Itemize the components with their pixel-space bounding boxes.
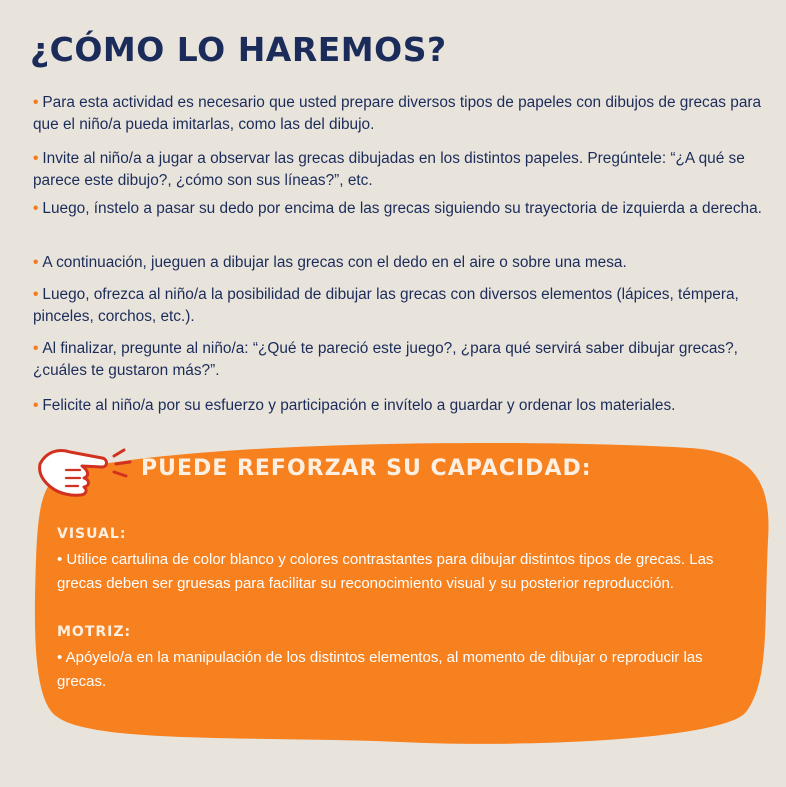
step-text: A continuación, jueguen a dibujar las grecas con el dedo en el aire o sobre una mesa.: [42, 254, 627, 271]
bullet: •: [33, 150, 39, 167]
section-text: • Apóyelo/a en la manipulación de los distintos elementos, al momento de dibujar o reproducir las grecas.: [57, 649, 703, 690]
step-text: Felicite al niño/a por su esfuerzo y participación e invítelo a guardar y ordenar los materiales.: [42, 397, 676, 414]
bullet: •: [33, 397, 39, 414]
reinforce-title: PUEDE REFORZAR SU CAPACIDAD:: [141, 456, 592, 481]
step-text: Luego, ínstelo a pasar su dedo por encima de las grecas siguiendo su trayectoria de izquierda a derecha.: [42, 200, 762, 217]
bullet: •: [33, 286, 39, 303]
step-text: Invite al niño/a a jugar a observar las grecas dibujadas en los distintos papeles. Pregúntele: “¿A qué se parece este dibujo?, ¿cómo son sus líneas?”, etc.: [33, 150, 745, 189]
section-heading: VISUAL:: [57, 526, 127, 542]
bullet: •: [33, 94, 39, 111]
pointing-hand-icon: [36, 442, 136, 502]
visual-section: [57, 526, 717, 596]
bullet: •: [33, 254, 39, 271]
page-title: ¿CÓMO LO HAREMOS?: [30, 30, 447, 69]
step-text: Para esta actividad es necesario que usted prepare diversos tipos de papeles con dibujos de grecas para que el niño/a pueda imitarlas, como las del dibujo.: [33, 94, 762, 133]
bullet: •: [33, 200, 39, 217]
section-heading: MOTRIZ:: [57, 624, 132, 640]
section-text: • Utilice cartulina de color blanco y colores contrastantes para dibujar distintos tipos de grecas. Las grecas deben ser gruesas para facilitar su reconocimiento visual y su posterior reproducción.: [57, 551, 714, 592]
motriz-section: [57, 624, 717, 694]
step-text: Luego, ofrezca al niño/a la posibilidad de dibujar las grecas con diversos elementos (lápices, témpera, pinceles, corchos, etc.).: [33, 286, 739, 325]
bullet: •: [33, 340, 39, 357]
step-text: Al finalizar, pregunte al niño/a: “¿Qué te pareció este juego?, ¿para qué servirá saber dibujar grecas?, ¿cuáles te gustaron más?”.: [33, 340, 738, 379]
